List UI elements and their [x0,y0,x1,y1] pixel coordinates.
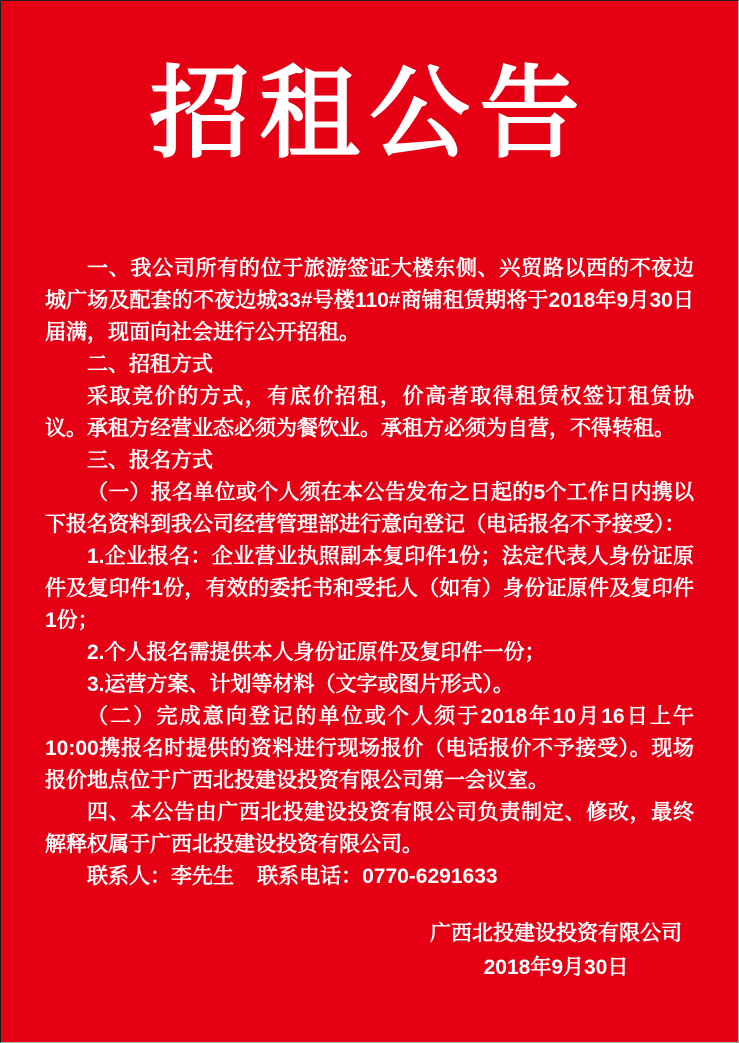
para-interpretation-rights: 四、本公告由广西北投建设投资有限公司负责制定、修改，最终解释权属于广西北投建设投资有限公司。 [45,801,694,856]
announcement-body [1,253,738,893]
contact-person-name: 李先生 [171,865,234,888]
para-operation-plan: 3.运营方案、计划等材料（文字或图片形式）。 [87,673,515,696]
signature-date: 2018年9月30日 [483,956,629,979]
para-registration-deadline: （一）报名单位或个人须在本公告发布之日起的5个工作日内携以下报名资料到我公司经营管理部进行意向登记（电话报名不予接受）： [45,481,694,536]
signature-company: 广西北投建设投资有限公司 [430,922,682,945]
contact-person-label: 联系人： [87,865,171,888]
contact-line [45,861,694,893]
poster-title: 招租公告 [149,59,590,170]
signature-block [1,917,738,985]
contact-phone-number: 0770-6291633 [362,865,498,888]
signature-inner [430,917,682,985]
para-individual-registration: 2.个人报名需提供本人身份证原件及复印件一份； [87,641,546,664]
para-rental-method: 采取竞价的方式，有底价招租，价高者取得租赁权签订租赁协议。承租方经营业态必须为餐饮业。承租方必须为自营，不得转租。 [45,385,694,440]
heading-registration-method: 三、报名方式 [87,449,213,472]
para-property-intro: 一、我公司所有的位于旅游签证大楼东侧、兴贸路以西的不夜边城广场及配套的不夜边城33#号楼110#商铺租赁期将于2018年9月30日届满，现面向社会进行公开招租。 [45,257,694,344]
para-onsite-bidding: （二）完成意向登记的单位或个人须于2018年10月16日上午10:00携报名时提供的资料进行现场报价（电话报价不予接受）。现场报价地点位于广西北投建设投资有限公司第一会议室。 [45,705,694,792]
contact-phone-label: 联系电话： [257,865,363,888]
heading-rental-method: 二、招租方式 [87,353,213,376]
para-enterprise-registration: 1.企业报名：企业营业执照副本复印件1份；法定代表人身份证原件及复印件1份，有效的委托书和受托人（如有）身份证原件及复印件1份； [45,545,694,632]
